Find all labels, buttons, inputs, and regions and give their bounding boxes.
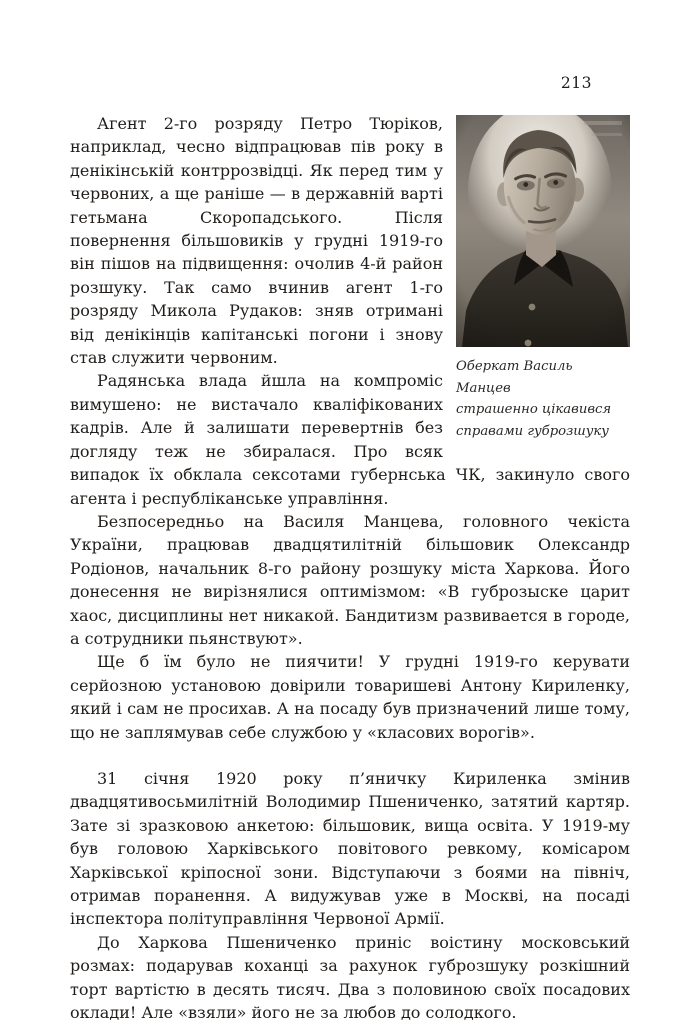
paragraph-pshenychenko-cake: До Харкова Пшениченко приніс воістину московський розмах: подарував коханці за рахунок губрозшуку розкішний торт вартістю в десять тисяч. Два з половиною своїх посадових оклади! Але «взяли» його не за любов до солодкого. — [70, 932, 630, 1023]
page-content — [70, 112, 630, 1024]
paragraph-soviet-compromise: Радянська влада йшла на компроміс вимушено: не вистачало кваліфікованих кадрів. Але й залишати перевертнів без догляду теж не збиралася. Про всяк випадок їх обклала сексотами губернська ЧК, закинуло свого агента і республіканське управління. — [70, 371, 630, 508]
paragraph-pshenychenko-bio: 31 січня 1920 року п’яничку Кириленка змінив двадцятивосьмилітній Володимир Пшениченко, затятий картяр. Зате зі зразковою анкетою: більшовик, вища освіта. У 1919-му був головою Харківського повітового ревкому, комісаром Харківської кріпосної зони. Відступаючи з боями на північ, отримав поранення. А видужував уже в Москві, на посаді інспектора політуправління Червоної Армії. — [70, 768, 630, 929]
portrait-photo — [456, 115, 630, 347]
photo-caption-line: Оберкат Василь Манцев — [456, 359, 573, 396]
photo-figure — [456, 115, 630, 442]
photo-caption-line: страшенно цікавився — [456, 402, 612, 417]
paragraph-agent-tyurikov: Агент 2-го розряду Петро Тюріков, наприклад, чесно відпрацював пів року в денікінській контррозвідці. Як перед тим у червоних, а ще раніше — в державній варті гетьмана Скоропадського. Після повернення більшовиків у грудні 1919-го він пішов на підвищення: очолив 4-й район розшуку. Так само вчинив агент 1-го розряду Микола Рудаков: зняв отримані від денікінців капітанські погони і знову став служити червоним. — [70, 114, 443, 368]
photo-caption — [456, 356, 630, 442]
paragraph-rodionov-report: Безпосередньо на Василя Манцева, головного чекіста України, працював двадцятилітній більшовик Олександр Родіонов, начальник 8-го району розшуку міста Харкова. Його донесення не вирізнялися оптимізмом: «В губрозыске царит хаос, дисциплины нет никакой. Бандитизм развивается в городе, а сотрудники пьянствуют». — [70, 511, 630, 648]
photo-caption-line: справами губрозшуку — [456, 423, 609, 439]
page-number: 213 — [560, 74, 592, 92]
paragraph-kyrylenko: Ще б їм було не пиячити! У грудні 1919-го керувати серйозною установою довірили товаришеві Антону Кириленку, який і сам не просихав. А на посаду був призначений лише тому, що не заплямував себе службою у «класових ворогів». — [70, 652, 630, 742]
portrait-photo-graphic — [456, 115, 630, 347]
